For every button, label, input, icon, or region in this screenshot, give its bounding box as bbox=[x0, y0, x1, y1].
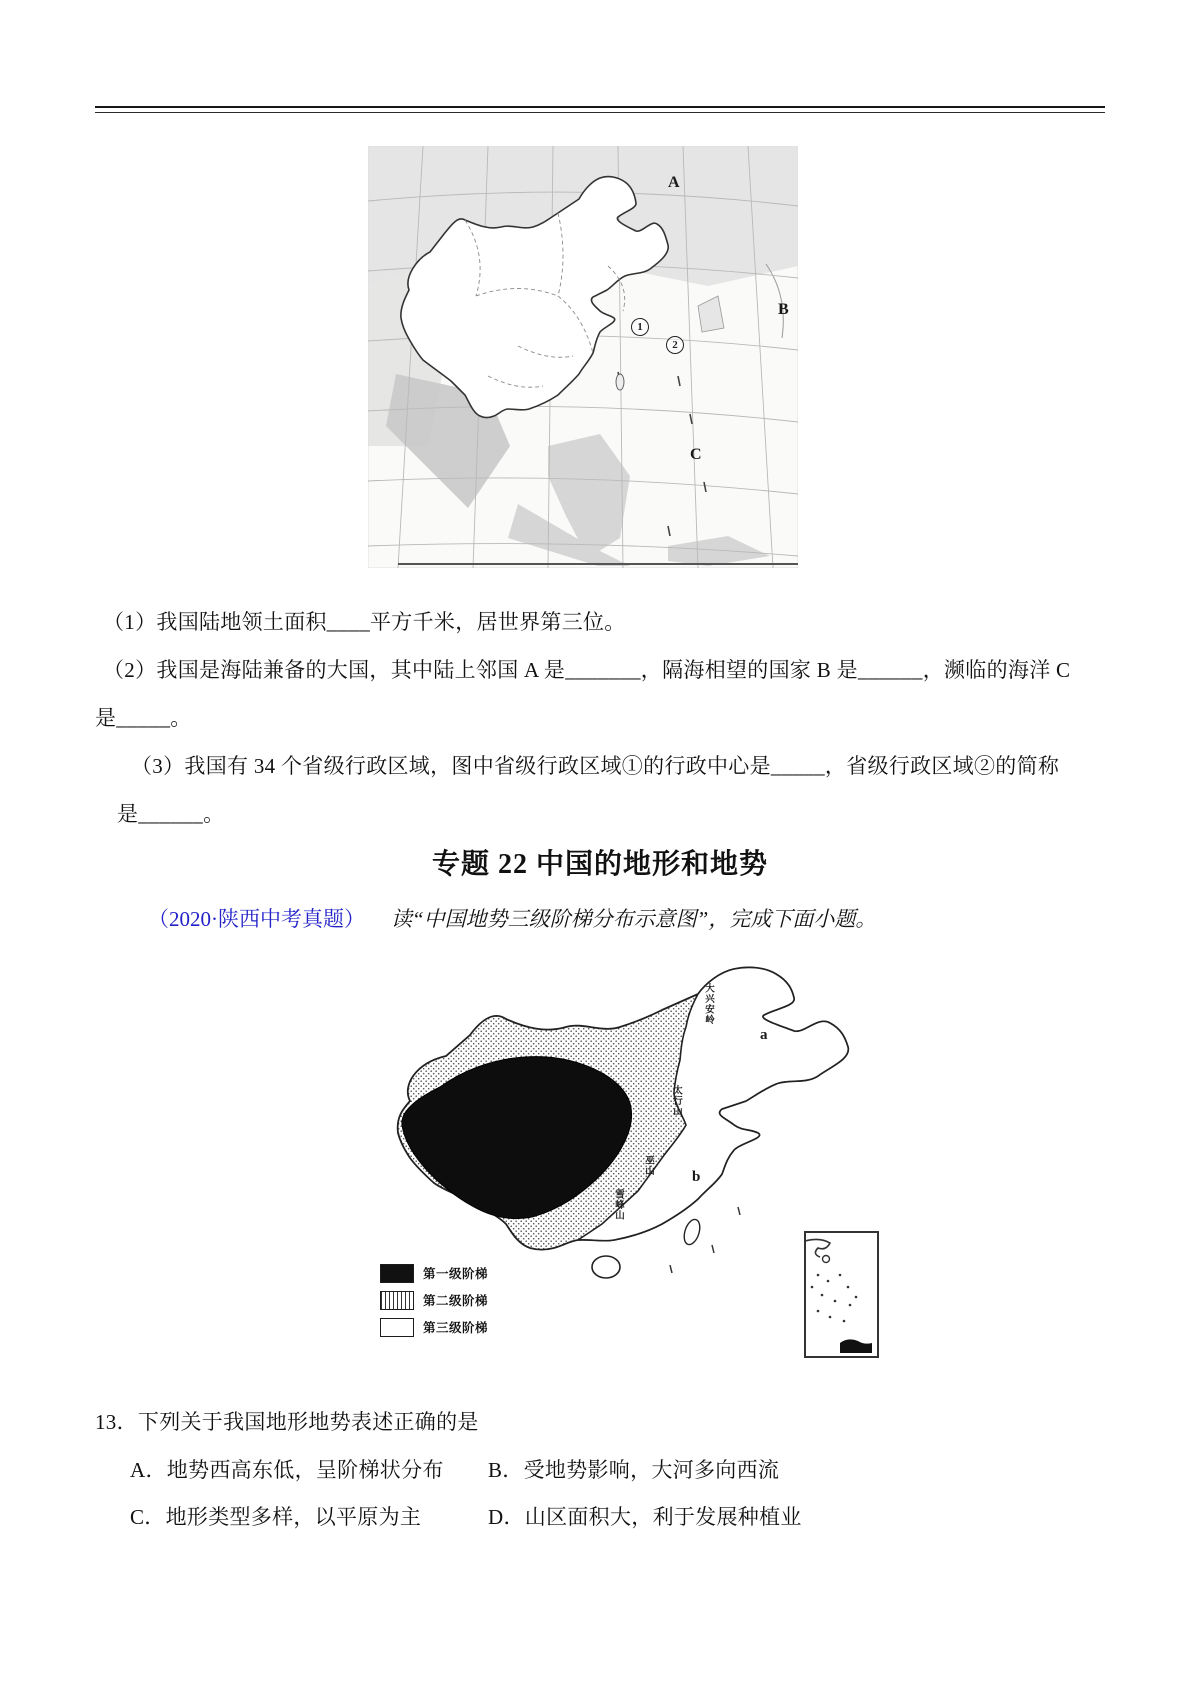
map-terrain-tiers bbox=[340, 945, 885, 1365]
q12-part3-line2: 是______。 bbox=[117, 802, 225, 826]
q12-part2-line2: 是_____。 bbox=[95, 706, 192, 730]
map2-label-a: a bbox=[760, 1027, 768, 1043]
map1-label-B: B bbox=[778, 301, 789, 318]
first-tier-label: 第一级阶梯 bbox=[423, 1267, 489, 1281]
map-china-neighbors-figure bbox=[368, 146, 798, 568]
q13-option-B: B．受地势影响，大河多向西流 bbox=[488, 1458, 780, 1482]
map1-label-A: A bbox=[668, 174, 680, 191]
q12-part3-line1: （3）我国有 34 个省级行政区域，图中省级行政区域①的行政中心是_____，省级行政区域②的简称 bbox=[131, 754, 1060, 778]
mountain-label-daxinganling: 大兴安岭 bbox=[703, 983, 713, 1025]
map1-label-C: C bbox=[690, 446, 702, 463]
third-tier-label: 第三级阶梯 bbox=[423, 1321, 489, 1335]
south-china-sea-inset bbox=[805, 1232, 878, 1357]
map-china-neighbors bbox=[368, 146, 798, 568]
exam-source-tag: （2020·陕西中考真题） bbox=[148, 907, 365, 931]
map2-legend bbox=[380, 1263, 488, 1344]
q13-option-A: A．地势西高东低，呈阶梯状分布 bbox=[130, 1458, 444, 1482]
topic-title: 专题 22 中国的地形和地势 bbox=[431, 849, 768, 880]
first-tier-swatch bbox=[380, 1264, 414, 1283]
q13-option-D: D．山区面积大，利于发展种植业 bbox=[488, 1505, 802, 1529]
q13-stem: 13．下列关于我国地形地势表述正确的是 bbox=[95, 1410, 479, 1434]
topic-intro-line bbox=[148, 903, 876, 933]
map1-label-region1: 1 bbox=[631, 318, 649, 336]
question-12 bbox=[95, 598, 1105, 838]
legend-row-third-tier bbox=[380, 1317, 488, 1337]
legend-row-first-tier bbox=[380, 1263, 488, 1283]
mountain-label-wushan: 巫山 bbox=[643, 1155, 653, 1176]
header-rule bbox=[95, 106, 1105, 113]
second-tier-swatch bbox=[380, 1291, 414, 1310]
mountain-label-xuefengshan: 雪峰山 bbox=[613, 1189, 623, 1221]
third-tier-swatch bbox=[380, 1318, 414, 1337]
map2-label-b: b bbox=[692, 1169, 701, 1185]
mountain-label-taihangshan: 太行山 bbox=[671, 1085, 681, 1117]
q12-part1: （1）我国陆地领土面积____平方千米，居世界第三位。 bbox=[103, 610, 626, 634]
legend-row-second-tier bbox=[380, 1290, 488, 1310]
q13-option-C: C．地形类型多样，以平原为主 bbox=[130, 1505, 422, 1529]
map1-label-region2: 2 bbox=[666, 336, 684, 354]
second-tier-label: 第二级阶梯 bbox=[423, 1294, 489, 1308]
topic-intro-text: 读“中国地势三级阶梯分布示意图”，完成下面小题。 bbox=[391, 907, 877, 931]
q12-part2-line1: （2）我国是海陆兼备的大国，其中陆上邻国 A 是_______，隔海相望的国家 B 是______，濒临的海洋 C bbox=[103, 658, 1071, 682]
